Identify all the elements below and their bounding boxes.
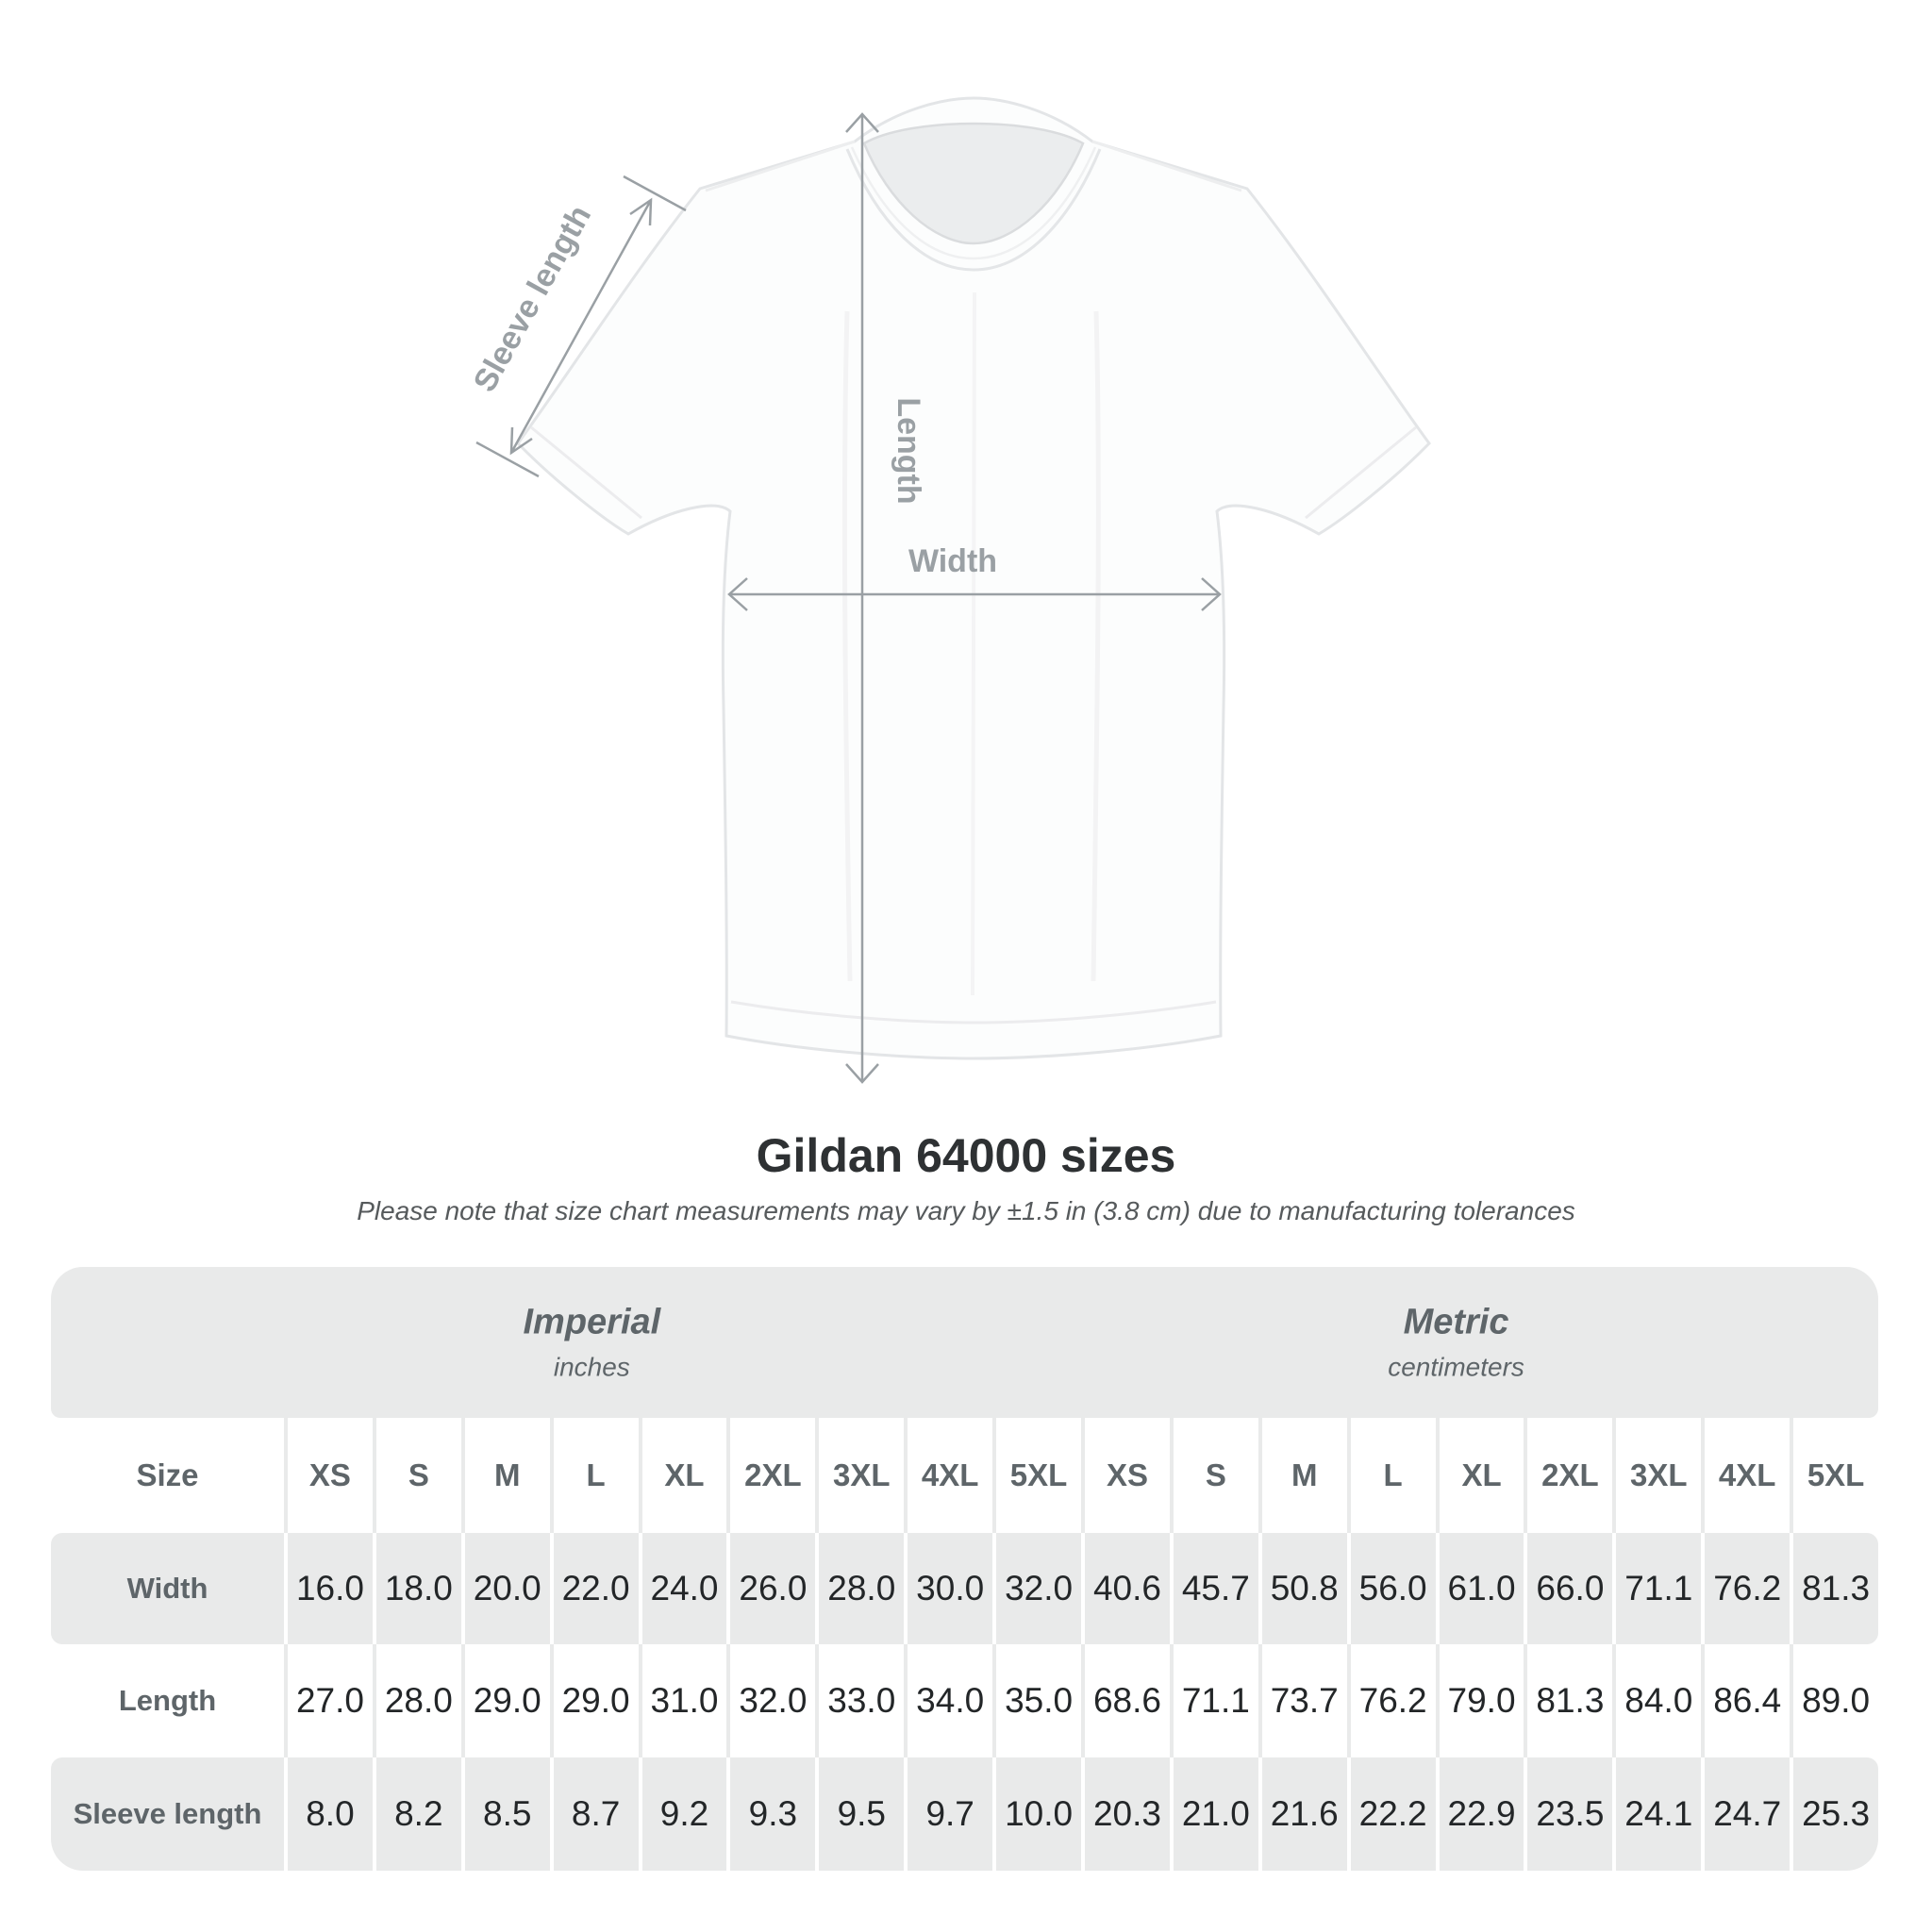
size-header-row bbox=[51, 1418, 1878, 1533]
imperial-group-unit: inches bbox=[553, 1352, 630, 1382]
size-header: S bbox=[1174, 1418, 1262, 1533]
sleeve-xs-in: 8.0 bbox=[288, 1757, 376, 1871]
size-chart-table bbox=[51, 1267, 1878, 1871]
length-4xl-in: 34.0 bbox=[908, 1644, 996, 1757]
size-header: L bbox=[554, 1418, 642, 1533]
size-header: M bbox=[465, 1418, 554, 1533]
sleeve-length-label: Sleeve length bbox=[466, 199, 599, 398]
width-s-cm: 45.7 bbox=[1174, 1533, 1262, 1644]
width-4xl-cm: 76.2 bbox=[1705, 1533, 1793, 1644]
sleeve-m-in: 8.5 bbox=[465, 1757, 554, 1871]
size-header: 2XL bbox=[730, 1418, 819, 1533]
row-label-length: Length bbox=[51, 1644, 288, 1757]
sleeve-xl-cm: 22.9 bbox=[1440, 1757, 1528, 1871]
length-row bbox=[51, 1644, 1878, 1757]
size-header: S bbox=[376, 1418, 465, 1533]
size-header: XL bbox=[642, 1418, 731, 1533]
length-xl-cm: 79.0 bbox=[1440, 1644, 1528, 1757]
sleeve-2xl-in: 9.3 bbox=[730, 1757, 819, 1871]
length-xl-in: 31.0 bbox=[642, 1644, 731, 1757]
size-header: 3XL bbox=[819, 1418, 908, 1533]
page-subtitle: Please note that size chart measurements may vary by ±1.5 in (3.8 cm) due to manufacturing tolerances bbox=[357, 1196, 1575, 1225]
metric-group-header bbox=[1388, 1303, 1524, 1383]
width-xs-in: 16.0 bbox=[288, 1533, 376, 1644]
size-header: 3XL bbox=[1616, 1418, 1705, 1533]
size-header: 5XL bbox=[996, 1418, 1085, 1533]
sleeve-l-cm: 22.2 bbox=[1351, 1757, 1440, 1871]
width-xs-cm: 40.6 bbox=[1085, 1533, 1174, 1644]
width-5xl-in: 32.0 bbox=[996, 1533, 1085, 1644]
length-5xl-in: 35.0 bbox=[996, 1644, 1085, 1757]
metric-group-name: Metric bbox=[1403, 1302, 1509, 1342]
size-header: XS bbox=[288, 1418, 376, 1533]
sleeve-4xl-in: 9.7 bbox=[908, 1757, 996, 1871]
sleeve-s-cm: 21.0 bbox=[1174, 1757, 1262, 1871]
width-m-cm: 50.8 bbox=[1262, 1533, 1351, 1644]
sleeve-4xl-cm: 24.7 bbox=[1705, 1757, 1793, 1871]
sleeve-5xl-in: 10.0 bbox=[996, 1757, 1085, 1871]
size-header: XL bbox=[1440, 1418, 1528, 1533]
imperial-group-name: Imperial bbox=[523, 1302, 661, 1342]
size-header: 5XL bbox=[1807, 1457, 1865, 1492]
sleeve-s-in: 8.2 bbox=[376, 1757, 465, 1871]
sleeve-3xl-in: 9.5 bbox=[819, 1757, 908, 1871]
length-xs-in: 27.0 bbox=[288, 1644, 376, 1757]
unit-group-band bbox=[51, 1267, 1878, 1418]
row-label-width: Width bbox=[51, 1533, 288, 1644]
width-l-in: 22.0 bbox=[554, 1533, 642, 1644]
width-2xl-cm: 66.0 bbox=[1527, 1533, 1616, 1644]
size-header: 2XL bbox=[1527, 1418, 1616, 1533]
width-2xl-in: 26.0 bbox=[730, 1533, 819, 1644]
imperial-group-header bbox=[523, 1303, 660, 1383]
width-5xl-cm: 81.3 bbox=[1802, 1569, 1871, 1607]
size-header: M bbox=[1262, 1418, 1351, 1533]
sleeve-l-in: 8.7 bbox=[554, 1757, 642, 1871]
width-row bbox=[51, 1533, 1878, 1644]
fabric-fold bbox=[973, 292, 974, 995]
size-column-header: Size bbox=[51, 1418, 288, 1533]
length-5xl-cm: 89.0 bbox=[1802, 1681, 1871, 1720]
length-2xl-in: 32.0 bbox=[730, 1644, 819, 1757]
sleeve-5xl-cm: 25.3 bbox=[1802, 1794, 1871, 1833]
width-3xl-in: 28.0 bbox=[819, 1533, 908, 1644]
width-label: Width bbox=[908, 543, 998, 579]
length-2xl-cm: 81.3 bbox=[1527, 1644, 1616, 1757]
sleeve-xl-in: 9.2 bbox=[642, 1757, 731, 1871]
length-s-cm: 71.1 bbox=[1174, 1644, 1262, 1757]
length-4xl-cm: 86.4 bbox=[1705, 1644, 1793, 1757]
size-header: 4XL bbox=[1705, 1418, 1793, 1533]
length-xs-cm: 68.6 bbox=[1085, 1644, 1174, 1757]
width-m-in: 20.0 bbox=[465, 1533, 554, 1644]
length-m-in: 29.0 bbox=[465, 1644, 554, 1757]
width-4xl-in: 30.0 bbox=[908, 1533, 996, 1644]
length-label: Length bbox=[891, 397, 926, 505]
length-s-in: 28.0 bbox=[376, 1644, 465, 1757]
page-title: Gildan 64000 sizes bbox=[756, 1129, 1176, 1182]
length-m-cm: 73.7 bbox=[1262, 1644, 1351, 1757]
sleeve-length-row bbox=[51, 1757, 1878, 1871]
sleeve-m-cm: 21.6 bbox=[1262, 1757, 1351, 1871]
length-3xl-cm: 84.0 bbox=[1616, 1644, 1705, 1757]
sleeve-xs-cm: 20.3 bbox=[1085, 1757, 1174, 1871]
sleeve-2xl-cm: 23.5 bbox=[1527, 1757, 1616, 1871]
width-l-cm: 56.0 bbox=[1351, 1533, 1440, 1644]
row-label-sleeve-length: Sleeve length bbox=[51, 1757, 288, 1871]
size-header: XS bbox=[1085, 1418, 1174, 1533]
length-3xl-in: 33.0 bbox=[819, 1644, 908, 1757]
width-s-in: 18.0 bbox=[376, 1533, 465, 1644]
metric-group-unit: centimeters bbox=[1388, 1352, 1524, 1382]
sleeve-3xl-cm: 24.1 bbox=[1616, 1757, 1705, 1871]
size-header: L bbox=[1351, 1418, 1440, 1533]
width-3xl-cm: 71.1 bbox=[1616, 1533, 1705, 1644]
width-xl-cm: 61.0 bbox=[1440, 1533, 1528, 1644]
width-xl-in: 24.0 bbox=[642, 1533, 731, 1644]
size-header: 4XL bbox=[908, 1418, 996, 1533]
length-l-cm: 76.2 bbox=[1351, 1644, 1440, 1757]
length-l-in: 29.0 bbox=[554, 1644, 642, 1757]
